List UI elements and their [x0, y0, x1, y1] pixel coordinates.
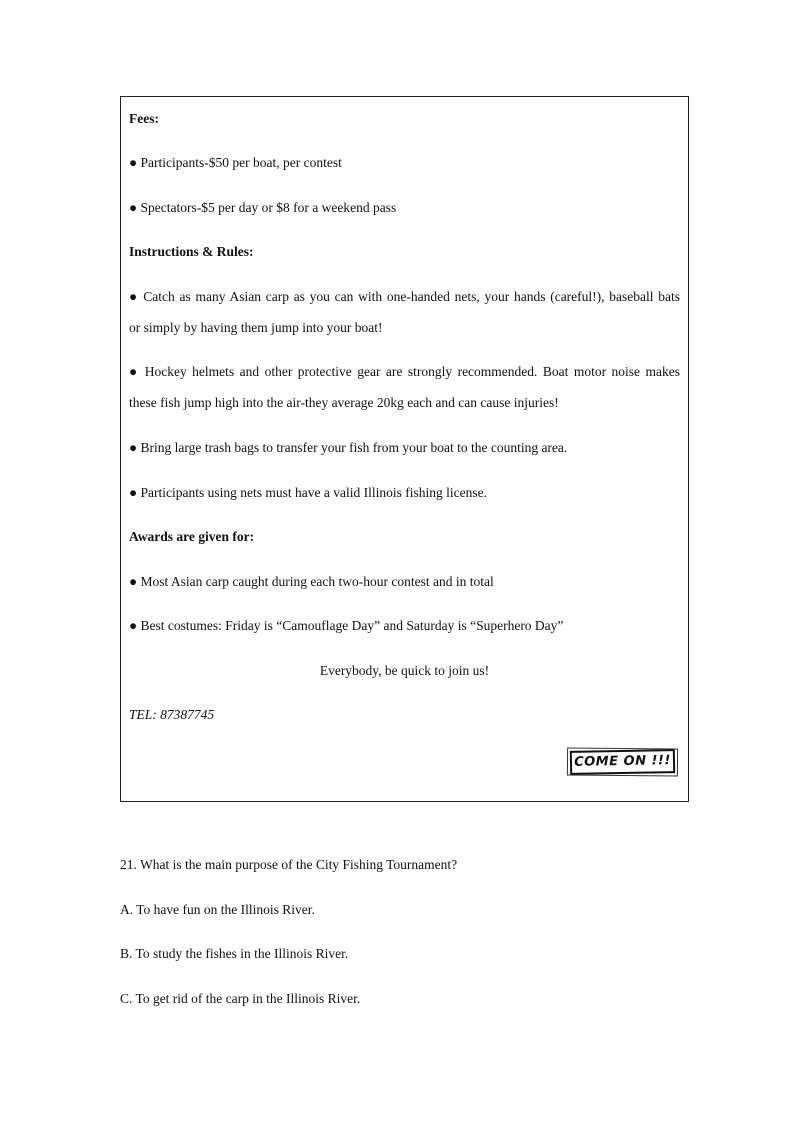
- awards-heading: Awards are given for:: [129, 529, 255, 544]
- fee-item-participants: ● Participants-$50 per boat, per contest: [129, 155, 342, 170]
- question-text: 21. What is the main purpose of the City Fishing Tournament?: [120, 857, 458, 872]
- closing-text: Everybody, be quick to join us!: [319, 663, 490, 678]
- rule-item-helmets-line1: ● Hockey helmets and other protective gear are strongly recommended. Boat motor noise makes: [129, 364, 680, 379]
- award-item-costumes: ● Best costumes: Friday is “Camouflage Day” and Saturday is “Superhero Day”: [129, 618, 564, 633]
- fee-item-spectators: ● Spectators-$5 per day or $8 for a weekend pass: [129, 200, 397, 215]
- rule-item-catch-line1: ● Catch as many Asian carp as you can with one-handed nets, your hands (careful!), baseball bats: [129, 289, 680, 304]
- rule-item-helmets-line2: these fish jump high into the air-they average 20kg each and can cause injuries!: [129, 395, 559, 410]
- notice-box: [120, 96, 689, 802]
- award-item-most-carp: ● Most Asian carp caught during each two-hour contest and in total: [129, 574, 494, 589]
- come-on-stamp: COME ON !!!: [570, 749, 675, 775]
- option-a: A. To have fun on the Illinois River.: [120, 902, 315, 917]
- fees-heading: Fees:: [129, 111, 159, 126]
- rule-item-license: ● Participants using nets must have a valid Illinois fishing license.: [129, 485, 487, 500]
- option-b: B. To study the fishes in the Illinois River.: [120, 946, 349, 961]
- telephone: TEL: 87387745: [129, 707, 215, 722]
- option-c: C. To get rid of the carp in the Illinois River.: [120, 991, 361, 1006]
- rule-item-trash-bags: ● Bring large trash bags to transfer your fish from your boat to the counting area.: [129, 440, 568, 455]
- rules-heading: Instructions & Rules:: [129, 244, 254, 259]
- rule-item-catch-line2: or simply by having them jump into your boat!: [129, 320, 383, 335]
